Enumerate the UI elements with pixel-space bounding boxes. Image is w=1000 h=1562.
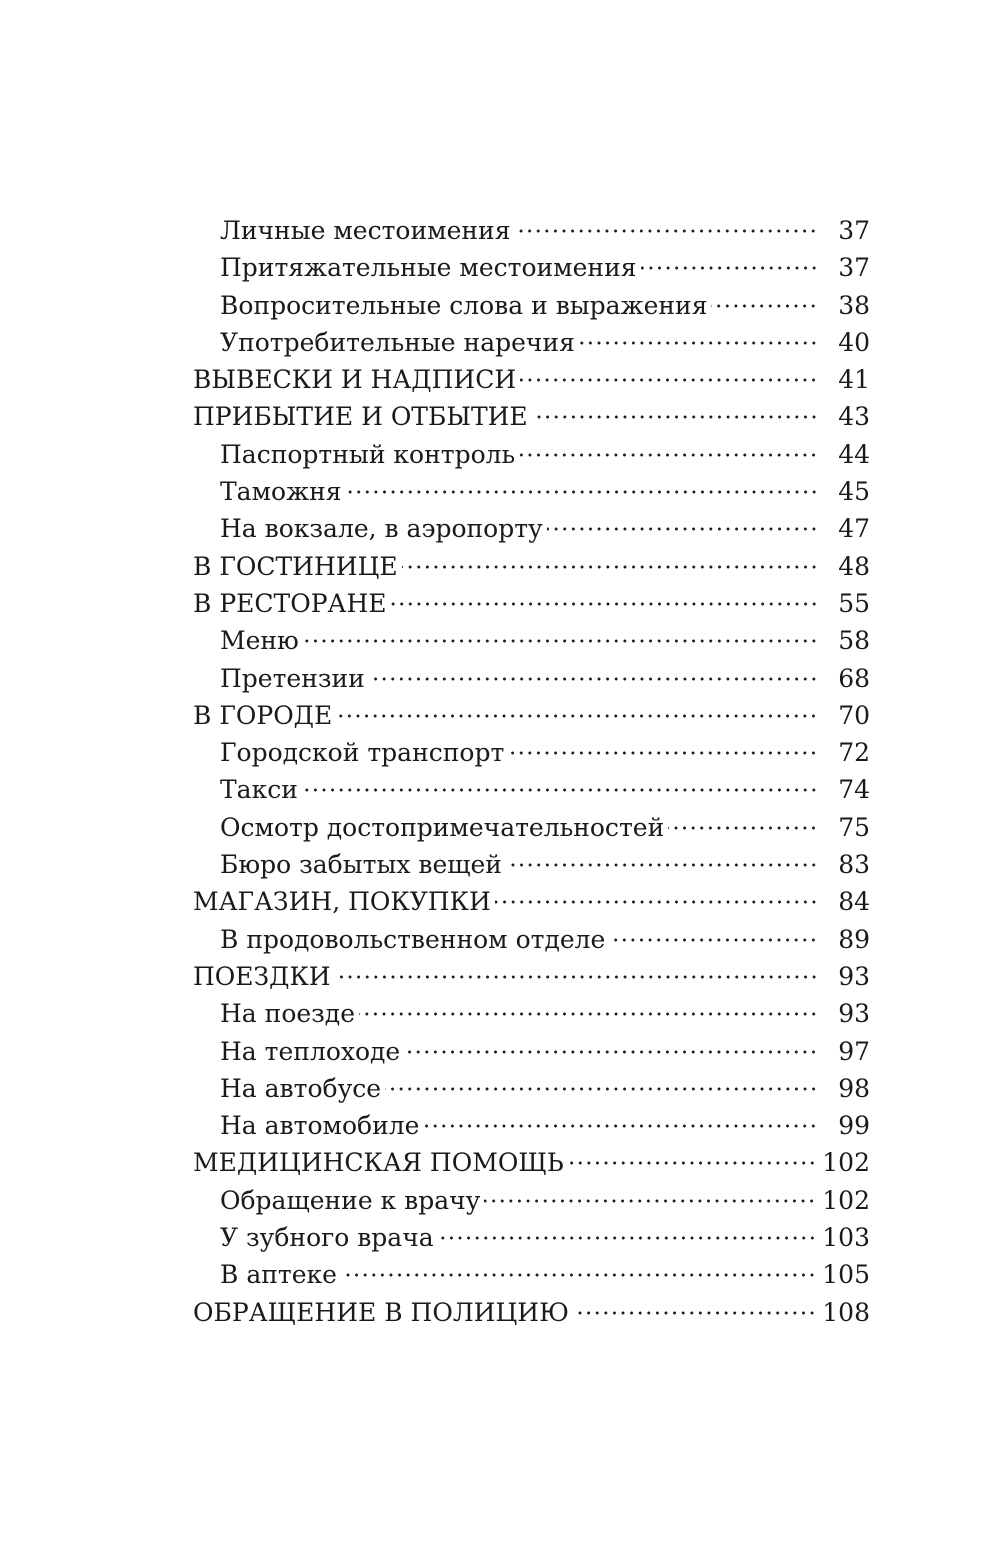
toc-section-entry[interactable] (193, 883, 870, 920)
toc-entry-title: Осмотр достопримечательностей (220, 812, 665, 842)
toc-dot-leader (547, 527, 818, 531)
toc-entry-title: МАГАЗИН, ПОКУПКИ (193, 887, 491, 917)
toc-entry-title: Паспортный контроль (220, 439, 516, 469)
toc-subsection-entry[interactable] (193, 622, 870, 659)
toc-page-number: 108 (822, 1297, 870, 1327)
toc-dot-leader (359, 1012, 818, 1016)
toc-subsection-entry[interactable] (193, 846, 870, 883)
toc-dot-leader (391, 602, 819, 606)
toc-section-entry[interactable] (193, 1294, 870, 1331)
toc-subsection-entry[interactable] (193, 921, 870, 958)
toc-entry-title: Вопросительные слова и выражения (220, 290, 708, 320)
toc-subsection-entry[interactable] (193, 809, 870, 846)
toc-entry-title: На поезде (220, 999, 355, 1029)
toc-page-number: 40 (838, 327, 870, 357)
toc-subsection-entry[interactable] (193, 1070, 870, 1107)
toc-page-number: 84 (838, 887, 870, 917)
toc-entry-title: ПРИБЫТИЕ И ОТБЫТИЕ (193, 402, 528, 432)
toc-page-number: 93 (838, 999, 870, 1029)
toc-dot-leader (520, 378, 818, 382)
toc-entry-title: Городской транспорт (220, 738, 505, 768)
toc-page-number: 102 (822, 1148, 870, 1178)
toc-subsection-entry[interactable] (193, 1182, 870, 1219)
toc-page-number: 98 (838, 1073, 870, 1103)
toc-page-number: 45 (838, 477, 870, 507)
toc-entry-title: ПОЕЗДКИ (193, 961, 331, 991)
toc-page-number: 41 (838, 365, 870, 395)
toc-page-number: 37 (838, 253, 870, 283)
toc-section-entry[interactable] (193, 398, 870, 435)
toc-dot-leader (641, 266, 818, 270)
toc-dot-leader (519, 453, 818, 457)
toc-subsection-entry[interactable] (193, 660, 870, 697)
toc-page-number: 74 (838, 775, 870, 805)
toc-entry-title: Обращение к врачу (220, 1185, 481, 1215)
toc-entry-title: МЕДИЦИНСКАЯ ПОМОЩЬ (193, 1148, 564, 1178)
toc-dot-leader (495, 900, 818, 904)
toc-dot-leader (336, 714, 818, 718)
toc-dot-leader (568, 1161, 817, 1165)
toc-dot-leader (573, 1311, 816, 1315)
toc-section-entry[interactable] (193, 958, 870, 995)
toc-dot-leader (402, 565, 818, 569)
toc-subsection-entry[interactable] (193, 1033, 870, 1070)
toc-entry-title: На вокзале, в аэропорту (220, 514, 543, 544)
toc-page-number: 68 (838, 663, 870, 693)
toc-entry-title: ВЫВЕСКИ И НАДПИСИ (193, 365, 517, 395)
toc-page-number: 55 (838, 588, 870, 618)
toc-dot-leader (484, 1199, 816, 1203)
toc-page-number: 37 (838, 216, 870, 245)
toc-dot-leader (341, 1273, 816, 1277)
toc-dot-leader (668, 826, 818, 830)
toc-page-number: 58 (838, 626, 870, 656)
toc-page-number: 43 (838, 402, 870, 432)
toc-dot-leader (711, 304, 818, 308)
toc-subsection-entry[interactable] (193, 287, 870, 324)
toc-page-number: 70 (838, 700, 870, 730)
toc-entry-title: В аптеке (220, 1260, 337, 1290)
toc-dot-leader (335, 975, 818, 979)
toc-subsection-entry[interactable] (193, 249, 870, 286)
toc-page-number: 75 (838, 812, 870, 842)
toc-entry-title: Бюро забытых вещей (220, 850, 502, 880)
toc-dot-leader (302, 788, 818, 792)
toc-page-number: 99 (838, 1111, 870, 1141)
toc-section-entry[interactable] (193, 548, 870, 585)
toc-page-number: 93 (838, 961, 870, 991)
toc-dot-leader (404, 1050, 818, 1054)
toc-subsection-entry[interactable] (193, 324, 870, 361)
toc-entry-title: Такси (220, 775, 298, 805)
toc-page-number: 48 (838, 551, 870, 581)
toc-dot-leader (303, 639, 818, 643)
toc-entry-title: На автомобиле (220, 1111, 420, 1141)
toc-subsection-entry[interactable] (193, 771, 870, 808)
toc-page-number: 89 (838, 924, 870, 954)
toc-entry-title: Притяжательные местоимения (220, 253, 637, 283)
toc-section-entry[interactable] (193, 1144, 870, 1181)
toc-page-number: 105 (822, 1260, 870, 1290)
toc-entry-title: На автобусе (220, 1073, 382, 1103)
toc-dot-leader (369, 677, 818, 681)
toc-page-number: 47 (838, 514, 870, 544)
toc-entry-title: В ГОРОДЕ (193, 700, 333, 730)
toc-dot-leader (579, 341, 818, 345)
toc-subsection-entry[interactable] (193, 1107, 870, 1144)
toc-entry-title: Претензии (220, 663, 365, 693)
toc-dot-leader (514, 229, 818, 233)
toc-subsection-entry[interactable] (193, 734, 870, 771)
toc-subsection-entry[interactable] (193, 436, 870, 473)
toc-page-number: 72 (838, 738, 870, 768)
toc-section-entry[interactable] (193, 585, 870, 622)
toc-entry-title: ОБРАЩЕНИЕ В ПОЛИЦИЮ (193, 1297, 569, 1327)
toc-entry-title: Употребительные наречия (220, 327, 575, 357)
toc-section-entry[interactable] (193, 361, 870, 398)
toc-entry-title: Меню (220, 626, 299, 656)
toc-section-entry[interactable] (193, 697, 870, 734)
toc-page-number: 103 (822, 1223, 870, 1253)
toc-page-number: 83 (838, 850, 870, 880)
toc-subsection-entry[interactable] (193, 473, 870, 510)
toc-dot-leader (508, 751, 818, 755)
toc-dot-leader (532, 415, 818, 419)
toc-entry-title: В ГОСТИНИЦЕ (193, 551, 398, 581)
table-of-contents (193, 212, 870, 1331)
toc-subsection-entry[interactable] (193, 1219, 870, 1256)
toc-dot-leader (385, 1087, 818, 1091)
toc-page-number: 102 (822, 1185, 870, 1215)
toc-page-number: 97 (838, 1036, 870, 1066)
toc-page-number: 44 (838, 439, 870, 469)
toc-subsection-entry[interactable] (193, 212, 870, 249)
toc-entry-title: В продовольственном отделе (220, 924, 606, 954)
toc-page-number: 38 (838, 290, 870, 320)
toc-entry-title: Личные местоимения (220, 216, 511, 245)
toc-subsection-entry[interactable] (193, 1256, 870, 1293)
toc-dot-leader (506, 863, 818, 867)
toc-dot-leader (609, 938, 818, 942)
toc-entry-title: Таможня (220, 477, 342, 507)
toc-subsection-entry[interactable] (193, 510, 870, 547)
toc-dot-leader (346, 490, 818, 494)
toc-dot-leader (438, 1236, 817, 1240)
toc-entry-title: У зубного врача (220, 1223, 434, 1253)
toc-dot-leader (423, 1124, 818, 1128)
toc-subsection-entry[interactable] (193, 995, 870, 1032)
toc-entry-title: В РЕСТОРАНЕ (193, 588, 387, 618)
toc-entry-title: На теплоходе (220, 1036, 401, 1066)
